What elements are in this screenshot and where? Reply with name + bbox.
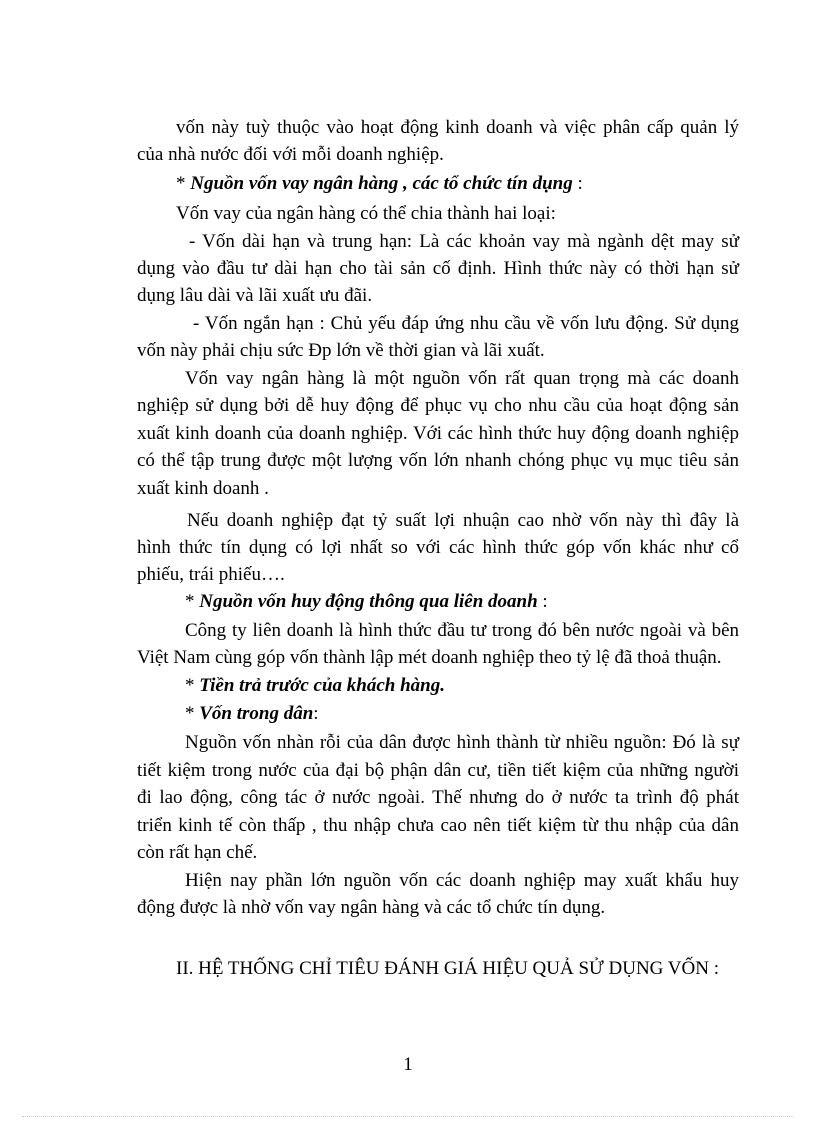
subheading-tail: : <box>313 703 319 724</box>
paragraph-line: Nguồn vốn nhàn rỗi của dân được hình thành từ nhiều nguồn: Đó là sự <box>185 732 739 753</box>
paragraph-line: dụng vào đầu tư dài hạn cho tài sản cố định. Hình thức này có thời hạn sử <box>137 258 739 279</box>
paragraph-line: dụng lâu dài và lãi xuất ưu đãi. <box>137 285 373 306</box>
subheading-text: Nguồn vốn vay ngân hàng , các tổ chức tín dụng <box>190 173 573 194</box>
paragraph-line: còn rất hạn chế. <box>137 842 258 863</box>
subheading-joint-venture <box>185 589 787 615</box>
bullet-star: * <box>176 173 191 194</box>
paragraph-line: phiếu, trái phiếu…. <box>137 564 285 585</box>
bullet-star: * <box>185 675 200 696</box>
paragraph-line: nghiệp sử dụng bởi dễ huy động để phục vụ cho nhu cầu của hoạt động sản <box>137 395 739 416</box>
subheading-public-capital <box>185 701 787 727</box>
subheading-tail: : <box>537 591 548 612</box>
subheading-bank-loans <box>176 171 778 197</box>
paragraph-line: xuất kinh doanh của doanh nghiệp. Với các hình thức huy động doanh nghiệp <box>137 423 739 444</box>
paragraph-line: có thể tập trung được một lượng vốn lớn nhanh chóng phục vụ mục tiêu sản <box>137 450 739 471</box>
paragraph-line: động được là nhờ vốn vay ngân hàng và các tổ chức tín dụng. <box>137 897 606 918</box>
paragraph-line: - Vốn ngắn hạn : Chủ yếu đáp ứng nhu cầu về vốn lưu động. Sử dụng <box>193 313 739 334</box>
paragraph-line: Công ty liên doanh là hình thức đầu tư trong đó bên nước ngoài và bên <box>185 620 739 641</box>
paragraph-line: Hiện nay phần lớn nguồn vốn các doanh nghiệp may xuất khẩu huy <box>185 870 739 891</box>
section-title: II. HỆ THỐNG CHỈ TIÊU ĐÁNH GIÁ HIỆU QUẢ SỬ DỤNG VỐN : <box>176 958 720 979</box>
subheading-text: Tiền trả trước của khách hàng. <box>199 675 445 696</box>
paragraph-line: đi lao động, công tác ở nước ngoài. Thế nhưng do ở nước ta trình độ phát <box>137 787 739 808</box>
paragraph-line: hình thức tín dụng có lợi nhất so với các hình thức góp vốn khác như cổ <box>137 537 739 558</box>
paragraph-line: tiết kiệm trong nước của đại bộ phận dân cư, tiền tiết kiệm của những người <box>137 760 739 781</box>
subheading-text: Vốn trong dân <box>199 703 314 724</box>
paragraph-line: vốn này tuỳ thuộc vào hoạt động kinh doanh và việc phân cấp quản lý <box>176 117 739 138</box>
page-bottom-divider <box>22 1116 794 1117</box>
paragraph-line: của nhà nước đối với mỗi doanh nghiệp. <box>137 144 444 165</box>
paragraph-line: xuất kinh doanh . <box>137 478 269 499</box>
paragraph-line: Nếu doanh nghiệp đạt tỷ suất lợi nhuận cao nhờ vốn này thì đây là <box>187 510 739 531</box>
subheading-tail: : <box>572 173 583 194</box>
paragraph-line: triển kinh tế còn thấp , thu nhập chưa cao nên tiết kiệm từ thu nhập của dân <box>137 815 739 836</box>
paragraph-line: vốn này phải chịu sức Ðp lớn về thời gian và lãi xuất. <box>137 340 545 361</box>
bullet-star: * <box>185 703 200 724</box>
paragraph-line: Việt Nam cùng góp vốn thành lập mét doanh nghiệp theo tỷ lệ đã thoả thuận. <box>137 647 722 668</box>
page-number: 1 <box>403 1054 413 1075</box>
bullet-star: * <box>185 591 200 612</box>
subheading-text: Nguồn vốn huy động thông qua liên doanh <box>199 591 538 612</box>
paragraph-line: Vốn vay ngân hàng là một nguồn vốn rất quan trọng mà các doanh <box>185 368 739 389</box>
paragraph-line: Vốn vay của ngân hàng có thể chia thành hai loại: <box>176 203 556 224</box>
paragraph-line: - Vốn dài hạn và trung hạn: Là các khoản vay mà ngành dệt may sử <box>189 231 739 252</box>
subheading-customer-prepayments <box>185 673 787 699</box>
